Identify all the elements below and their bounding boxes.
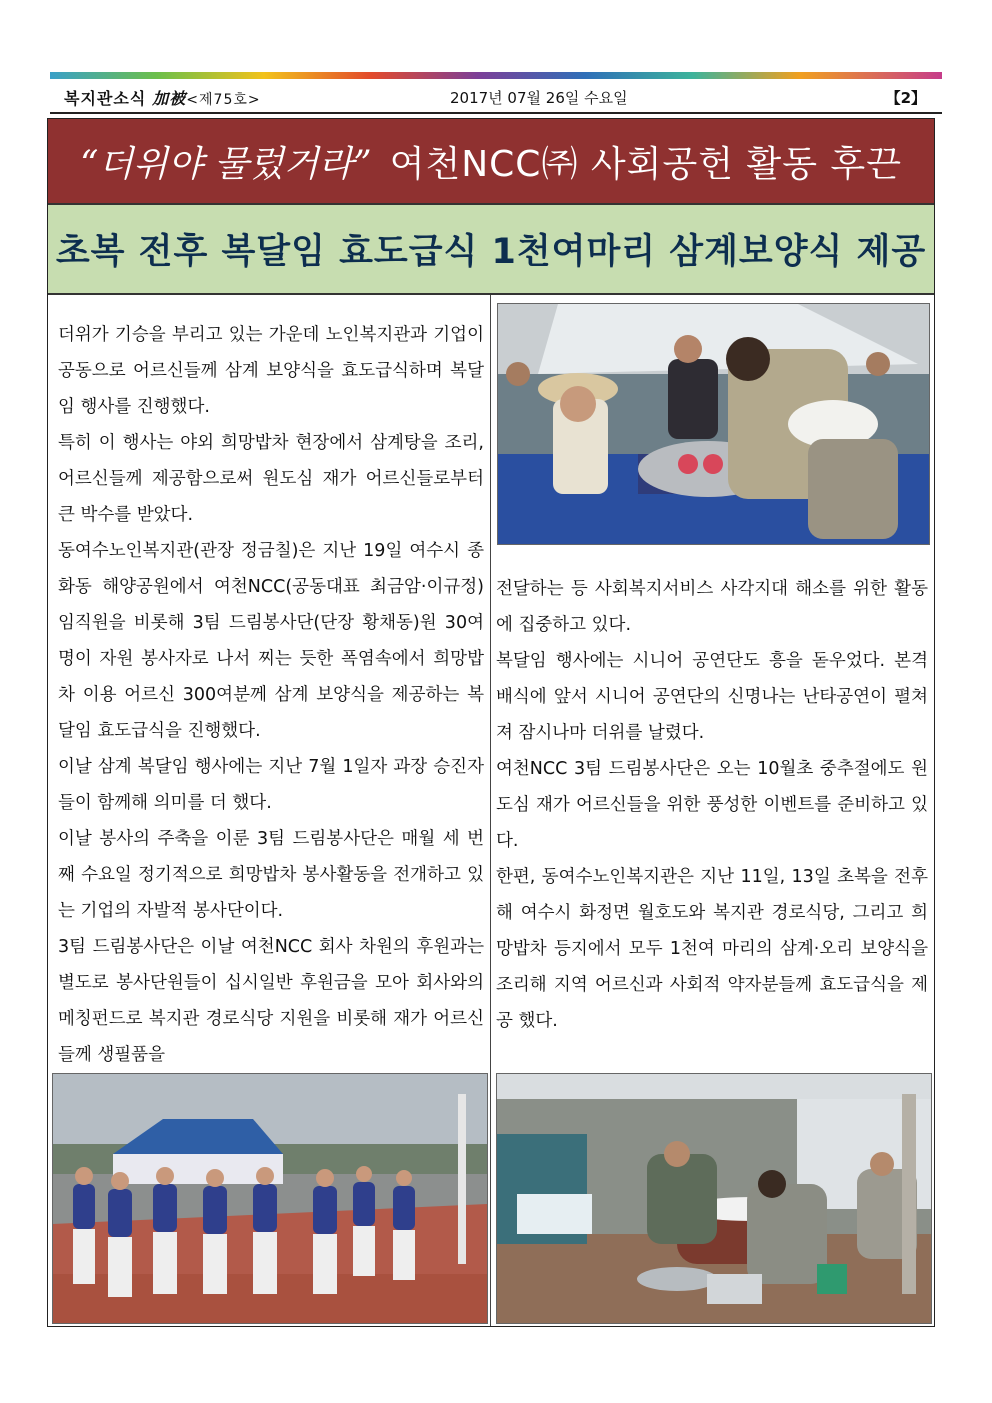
photo-volunteers-preparing-chicken xyxy=(496,1073,932,1324)
photo-volunteers-serving-meal xyxy=(497,303,930,545)
newsletter-script-logo: 加被 xyxy=(152,89,187,108)
article-paragraph: 이날 삼계 복달임 행사에는 지난 7월 1일자 과장 승진자들이 함께해 의미를 더 했다. xyxy=(58,757,484,813)
article-paragraph: 동여수노인복지관(관장 정금칠)은 지난 19일 여수시 종화동 해양공원에서 여천NCC(공동대표 최금암·이규정)임직원을 비롯해 3팀 드림봉사단(단장 황채동)원 30여명이 자원 봉사자로 나서 찌는 듯한 폭염속에서 희망밥차 이용 어르신 300여분께 삼계 보양식을 제공하는 복달임 효도급식을 진행했다. xyxy=(58,541,484,741)
article-paragraph: 이날 봉사의 주축을 이룬 3팀 드림봉사단은 매월 세 번째 수요일 정기적으로 희망밥차 봉사활동을 전개하고 있는 기업의 자발적 봉사단이다. xyxy=(58,829,484,921)
article-frame xyxy=(47,118,935,1327)
column-divider xyxy=(490,295,491,1326)
article-paragraph: 여천NCC 3팀 드림봉사단은 오는 10월초 중추절에도 원도심 재가 어르신들을 위한 풍성한 이벤트를 준비하고 있다. xyxy=(496,759,928,851)
article-paragraph: 3팀 드림봉사단은 이날 여천NCC 회사 차원의 후원과는 별도로 봉사단원들이 십시일반 후원금을 모아 회사와의 메칭펀드로 복지관 경로식당 지원을 비롯해 재가 어르신들께 생필품을 xyxy=(58,937,484,1065)
decorative-color-stripe xyxy=(50,72,942,79)
issue-date: 2017년 07월 26일 수요일 xyxy=(450,89,628,107)
newsletter-name: 복지관소식 xyxy=(64,89,147,108)
article-paragraph: 더위가 기승을 부리고 있는 가운데 노인복지관과 기업이 공동으로 어르신들께 삼계 보양식을 효도급식하며 복달임 행사를 진행했다. xyxy=(58,325,484,417)
issue-number: <제75호> xyxy=(186,92,261,108)
article-left-column xyxy=(58,317,484,1073)
headline-banner xyxy=(48,119,934,205)
page-number: 【2】 xyxy=(885,89,926,107)
article-paragraph: 한편, 동여수노인복지관은 지난 11일, 13일 초복을 전후해 여수시 화정면 월호도와 복지관 경로식당, 그리고 희망밥차 등지에서 모두 1천여 마리의 삼계·오리 보양식을 조리해 지역 어르신과 사회적 약자분들께 효도급식을 제공 했다. xyxy=(496,867,928,1031)
headline-title: 여천NCC㈜ 사회공헌 활동 후끈 xyxy=(389,143,902,185)
subheadline-text: 초복 전후 복달임 효도급식 1천여마리 삼계보양식 제공 xyxy=(55,232,927,272)
subheadline-banner xyxy=(48,205,934,295)
headline-quote: “더위야 물렀거라” xyxy=(80,143,372,185)
article-right-column xyxy=(496,571,928,1039)
newsletter-header xyxy=(50,80,942,114)
photo-senior-dance-performance xyxy=(52,1073,488,1324)
newsletter-title xyxy=(64,86,261,109)
article-paragraph: 특히 이 행사는 야외 희망밥차 현장에서 삼계탕을 조리, 어르신들께 제공함으로써 원도심 재가 어르신들로부터 큰 박수를 받았다. xyxy=(58,433,484,525)
article-paragraph: 복달임 행사에는 시니어 공연단도 흥을 돋우었다. 본격 배식에 앞서 시니어 공연단의 신명나는 난타공연이 펼쳐져 잠시나마 더위를 날렸다. xyxy=(496,651,928,743)
article-paragraph: 전달하는 등 사회복지서비스 사각지대 해소를 위한 활동에 집중하고 있다. xyxy=(496,579,928,635)
